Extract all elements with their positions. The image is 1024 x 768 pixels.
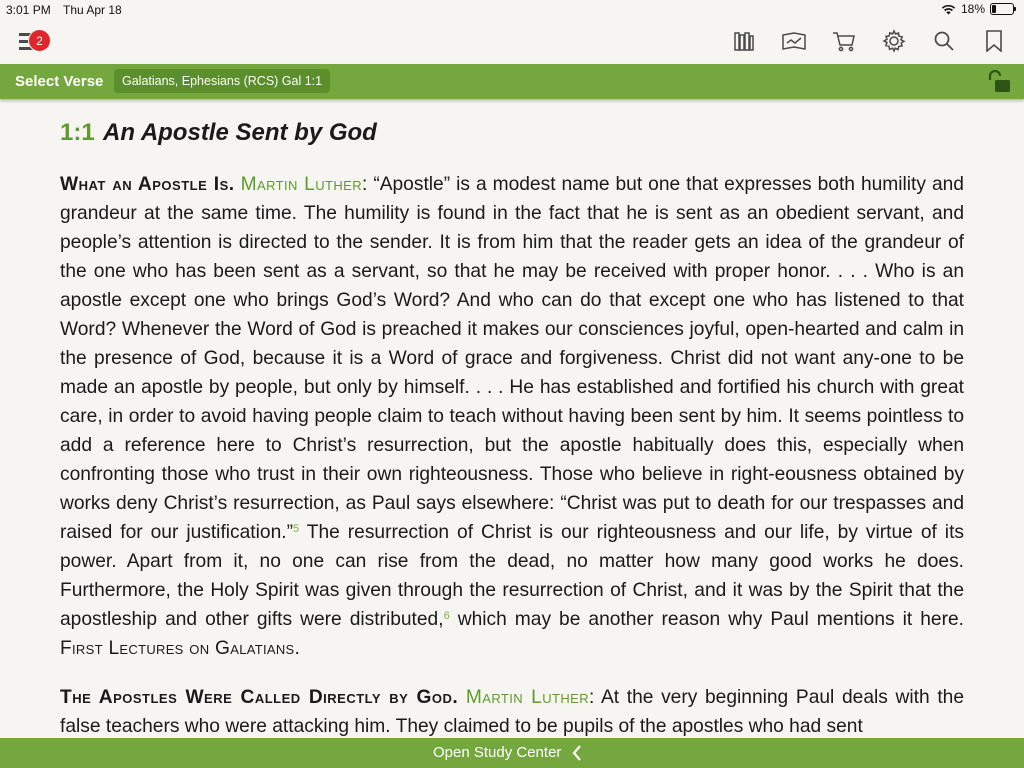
- bookmark-icon[interactable]: [981, 28, 1007, 54]
- chevron-left-icon[interactable]: [571, 744, 583, 766]
- commentary-paragraph: [60, 170, 964, 663]
- navigation-bar: [0, 64, 1024, 99]
- open-study-center-button[interactable]: Open Study Center: [433, 744, 562, 761]
- reference-pill[interactable]: Galatians, Ephesians (RCS) Gal 1:1: [114, 69, 330, 93]
- paragraph-heading: What an Apostle Is.: [60, 174, 235, 195]
- verse-number: 1:1: [60, 119, 95, 146]
- status-time: 3:01 PM: [6, 3, 51, 17]
- section-heading: [60, 117, 964, 148]
- paragraph-text: : At the very beginning Paul deals with the false teachers who were attacking him. They claimed to be pupils of the apostles who had sent: [60, 687, 964, 737]
- library-icon[interactable]: [731, 28, 757, 54]
- search-icon[interactable]: [931, 28, 957, 54]
- commentary-paragraph: [60, 683, 964, 738]
- select-verse-button[interactable]: Select Verse: [15, 73, 104, 90]
- paragraph-end: .: [294, 638, 300, 659]
- author-link[interactable]: Martin Luther: [240, 174, 362, 195]
- paragraph-heading: The Apostles Were Called Directly by God.: [60, 687, 459, 708]
- cart-icon[interactable]: [831, 28, 857, 54]
- battery-percent: 18%: [960, 2, 985, 16]
- notification-badge[interactable]: 2: [28, 29, 51, 52]
- reading-plan-icon[interactable]: [781, 28, 807, 54]
- footnote-link[interactable]: 6: [443, 610, 450, 622]
- battery-fill: [992, 5, 996, 13]
- section-title: An Apostle Sent by God: [103, 119, 377, 146]
- paragraph-text: : “Apostle” is a modest name but one that expresses both humility and grandeur at the same time. The humility is found in the fact that he is sent as an obedient servant, and people’s attention is directed to the sender. It is from him that the reader gets an idea of the grandeur of the one who has been sent as a servant, so that he may be received with proper honor. . . . Who is an apostle except one who brings God’s Word? And who can do that except one who has listened to that Word? Whenever the Word of God is preached it makes our consciences joyful, open-hearted and calm in the presence of God, because it is a Word of grace and forgiveness. Christ did not want any-one to be made an apostle by people, but only by himself. . . . He has established and fortified his church with great care, in order to avoid having people claim to teach without having been sent by him. It seems pointless to add a reference here to Christ’s resurrection, but the apostle habitually does this, especially when confronting those who trust in their own righteousness. Those who believe in right-eousness obtained by works deny Christ’s resurrection, as Paul says elsewhere: “Christ was put to death for our trespasses and raised for our justification.”: [60, 174, 964, 543]
- unlock-icon[interactable]: [986, 70, 1012, 98]
- wifi-icon: [941, 4, 956, 15]
- author-link[interactable]: Martin Luther: [465, 687, 589, 708]
- status-bar: [0, 0, 1024, 20]
- commentary-content: [60, 100, 964, 738]
- battery-icon: [990, 3, 1014, 15]
- status-date: Thu Apr 18: [63, 3, 122, 17]
- top-toolbar: [0, 20, 1024, 64]
- source-title: First Lectures on Galatians: [60, 638, 295, 659]
- status-right: [941, 2, 1014, 16]
- footnote-link[interactable]: 5: [292, 523, 300, 535]
- paragraph-text: The resurrection of Christ is our righteousness and our life, by virtue of its power. Apart from it, no one can rise from the dead, no matter how many good works he does. Furthermore, the Holy Spirit was given through the resurrection of Christ, and it was by the Spirit that the apostleship and other gifts were distributed,: [60, 522, 964, 630]
- study-center-bar[interactable]: [0, 738, 1024, 768]
- settings-gear-icon[interactable]: [881, 28, 907, 54]
- paragraph-text: which may be another reason why Paul mentions it here.: [449, 609, 964, 630]
